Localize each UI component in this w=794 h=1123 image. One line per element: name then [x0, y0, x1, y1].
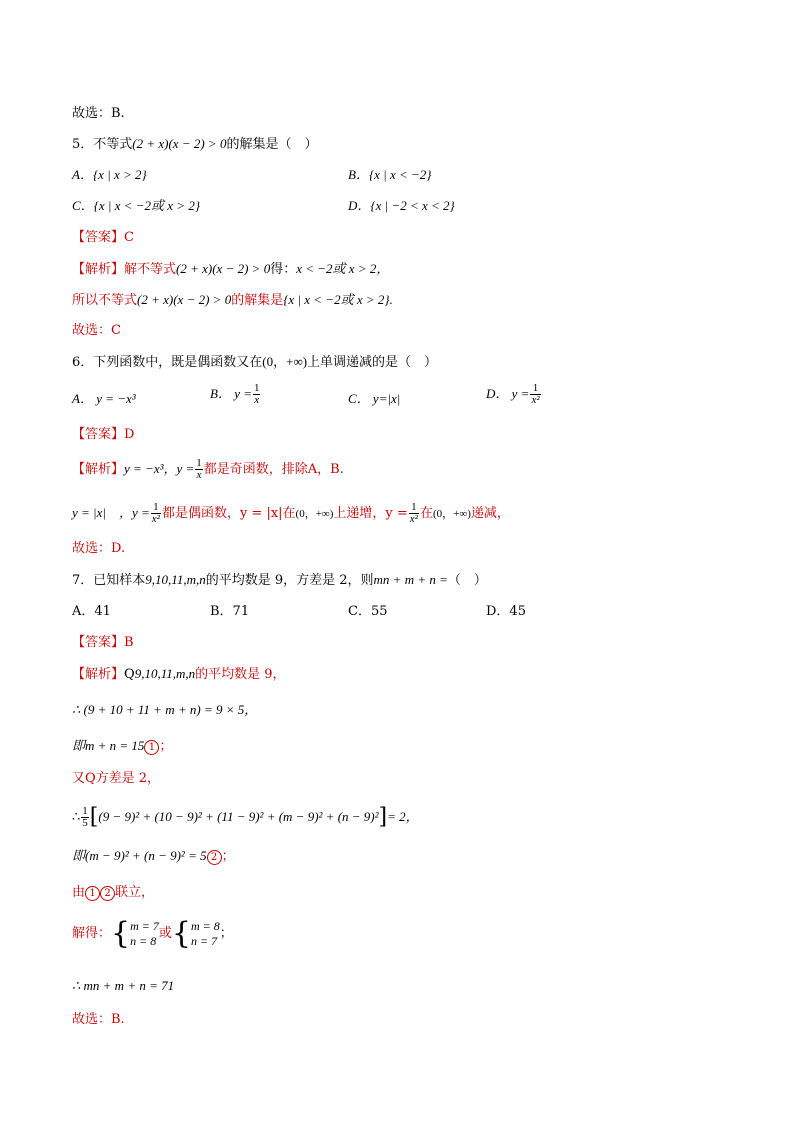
math: mn + m + n = — [373, 572, 448, 587]
label: 【解析】 — [72, 262, 125, 277]
circled-number: 1 — [144, 740, 159, 755]
text: ； — [159, 739, 173, 754]
q7-option-a — [72, 603, 111, 621]
q5-option-b — [348, 166, 432, 185]
math: (0，+∞) — [433, 508, 471, 520]
math: (2 + x)(x − 2) > 0 — [176, 261, 271, 276]
q7-answer — [72, 634, 134, 652]
denominator: x² — [151, 513, 160, 525]
math: x < −2或 x > 2， — [296, 261, 390, 276]
text: C — [124, 230, 134, 245]
q6-analysis-1 — [72, 458, 344, 481]
equation: m = 7 — [130, 918, 159, 933]
math: 9,10,11,m,n — [134, 666, 196, 681]
text: 的解集是（ ） — [226, 137, 318, 152]
denominator: 5 — [82, 817, 88, 829]
q6-analysis-2 — [72, 502, 510, 525]
q5-answer — [72, 229, 134, 247]
question-5 — [72, 135, 317, 154]
q7-step-7 — [72, 884, 154, 902]
fraction — [151, 502, 161, 525]
text: A． y = −x³ — [72, 391, 136, 406]
q7-option-c — [348, 603, 388, 621]
denominator: x² — [531, 394, 540, 406]
text: B．71 — [210, 604, 250, 619]
text: 上递增，y = — [333, 506, 408, 521]
text: 解不等式 — [124, 262, 177, 277]
math: ∴ (9 + 10 + 11 + m + n) = 9 × 5， — [72, 702, 258, 717]
bracket-right: ] — [378, 804, 388, 830]
text: 所以不等式 — [72, 293, 138, 308]
q7-step-4 — [72, 770, 160, 788]
text: A．41 — [72, 604, 111, 619]
q5-option-a — [72, 166, 147, 185]
q5-choice — [72, 322, 121, 340]
text: ； — [219, 926, 233, 941]
math: 9,10,11,m,n — [145, 572, 206, 587]
text: 在 — [419, 506, 433, 521]
label: 【答案】 — [72, 230, 125, 245]
prev-answer-choice — [72, 105, 125, 123]
equation: n = 8 — [130, 933, 157, 948]
text: 7．已知样本 — [72, 573, 146, 588]
q7-choice — [72, 1011, 125, 1029]
text: 故选：B. — [72, 1012, 125, 1027]
label: 【答案】 — [72, 427, 125, 442]
text: D．45 — [486, 604, 526, 619]
math: (0，+∞) — [262, 354, 308, 369]
text: B．{x | x < −2} — [348, 167, 432, 182]
q7-step-3 — [72, 737, 172, 756]
bracket-left: [ — [89, 804, 99, 830]
text: （ ） — [447, 573, 487, 588]
q6-choice — [72, 540, 125, 558]
q6-option-d — [486, 383, 542, 406]
text: 的平均数是 9， — [195, 667, 286, 682]
numerator: 1 — [151, 502, 161, 514]
text: 故选：C — [72, 323, 121, 338]
q5-analysis-2 — [72, 291, 393, 310]
text: 6．下列函数中，既是偶函数又在 — [72, 355, 263, 370]
text: D — [124, 427, 135, 442]
text: 联立， — [115, 885, 155, 900]
q5-analysis-1 — [72, 260, 389, 279]
text: 故选：B. — [72, 106, 125, 121]
text: 解得： — [72, 926, 112, 941]
circled-number: 2 — [207, 850, 222, 865]
q7-step-9 — [72, 977, 174, 996]
denominator: x — [254, 394, 260, 406]
text: 递减， — [470, 506, 510, 521]
q7-option-b — [210, 603, 249, 621]
q6-option-a — [72, 390, 136, 409]
q7-step-2 — [72, 701, 257, 720]
circled-number: 2 — [100, 886, 115, 901]
brace: { — [171, 915, 191, 951]
q7-step-5 — [72, 806, 419, 829]
text: B — [124, 635, 134, 650]
fraction — [530, 383, 540, 406]
equation-system-2 — [191, 919, 220, 949]
text: 又Q方差是 2， — [72, 771, 161, 786]
text: 由 — [72, 885, 86, 900]
q5-option-c — [72, 197, 200, 216]
numerator: 1 — [409, 502, 419, 514]
math: (0，+∞) — [295, 508, 334, 520]
numerator: 1 — [196, 457, 202, 469]
text: B． y = — [210, 386, 252, 401]
math: 即(m − 9)² + (n − 9)² = 5 — [72, 848, 207, 863]
math: 即m + n = 15 — [72, 738, 145, 753]
label: 【答案】 — [72, 635, 125, 650]
math: (2 + x)(x − 2) > 0 — [137, 292, 232, 307]
numerator: 1 — [82, 805, 88, 817]
math: ∴ mn + m + n = 71 — [72, 978, 175, 993]
q5-option-d — [348, 197, 455, 216]
text: D． y = — [486, 386, 530, 401]
equation-system-1 — [130, 919, 159, 949]
fraction — [195, 458, 203, 481]
numerator: 1 — [530, 383, 540, 395]
fraction — [409, 502, 419, 525]
question-6 — [72, 353, 437, 372]
q7-analysis-1 — [72, 665, 286, 684]
text: C．55 — [348, 604, 388, 619]
text: D．{x | −2 < x < 2} — [348, 198, 455, 213]
circled-number: 1 — [85, 886, 100, 901]
question-7 — [72, 571, 487, 590]
text: Q — [124, 667, 135, 682]
text: 都是偶函数，y = |x|在 — [161, 506, 296, 521]
text: 的平均数是 9，方差是 2，则 — [205, 573, 374, 588]
math: (9 − 9)² + (10 − 9)² + (11 − 9)² + (m − 9)² + (n − 9)² — [98, 809, 379, 824]
text: C． y=|x| — [348, 391, 401, 406]
text: 都是奇函数，排除A，B. — [203, 462, 344, 477]
q6-answer — [72, 426, 134, 444]
math: (2 + x)(x − 2) > 0 — [132, 136, 227, 151]
q6-option-b — [210, 383, 261, 406]
fraction — [253, 383, 261, 406]
math: ∴ — [72, 809, 81, 824]
math: {x | x < −2或 x > 2}. — [283, 292, 393, 307]
denominator: x — [196, 469, 202, 481]
q7-step-8 — [72, 915, 233, 951]
denominator: x² — [409, 513, 418, 525]
numerator: 1 — [253, 382, 260, 394]
text: 5．不等式 — [72, 137, 133, 152]
math: = 2， — [387, 809, 419, 824]
text: 或 — [158, 926, 172, 941]
text: 的解集是 — [231, 293, 284, 308]
math: y = −x³，y = — [124, 461, 195, 476]
text: 故选：D. — [72, 541, 126, 556]
brace: { — [111, 915, 131, 951]
q6-option-c — [348, 390, 400, 409]
label: 【解析】 — [72, 667, 125, 682]
equation: n = 7 — [190, 933, 218, 948]
q7-option-d — [486, 603, 526, 621]
text: C．{x | x < −2或 x > 2} — [72, 198, 201, 213]
math: y = |x| ，y = — [72, 505, 150, 520]
text: 得： — [270, 262, 297, 277]
text: A．{x | x > 2} — [72, 167, 147, 182]
fraction — [81, 806, 89, 829]
q7-step-6 — [72, 847, 235, 866]
text: ； — [221, 849, 235, 864]
equation: m = 8 — [190, 918, 220, 933]
text: 上单调递减的是（ ） — [307, 355, 438, 370]
label: 【解析】 — [72, 462, 125, 477]
